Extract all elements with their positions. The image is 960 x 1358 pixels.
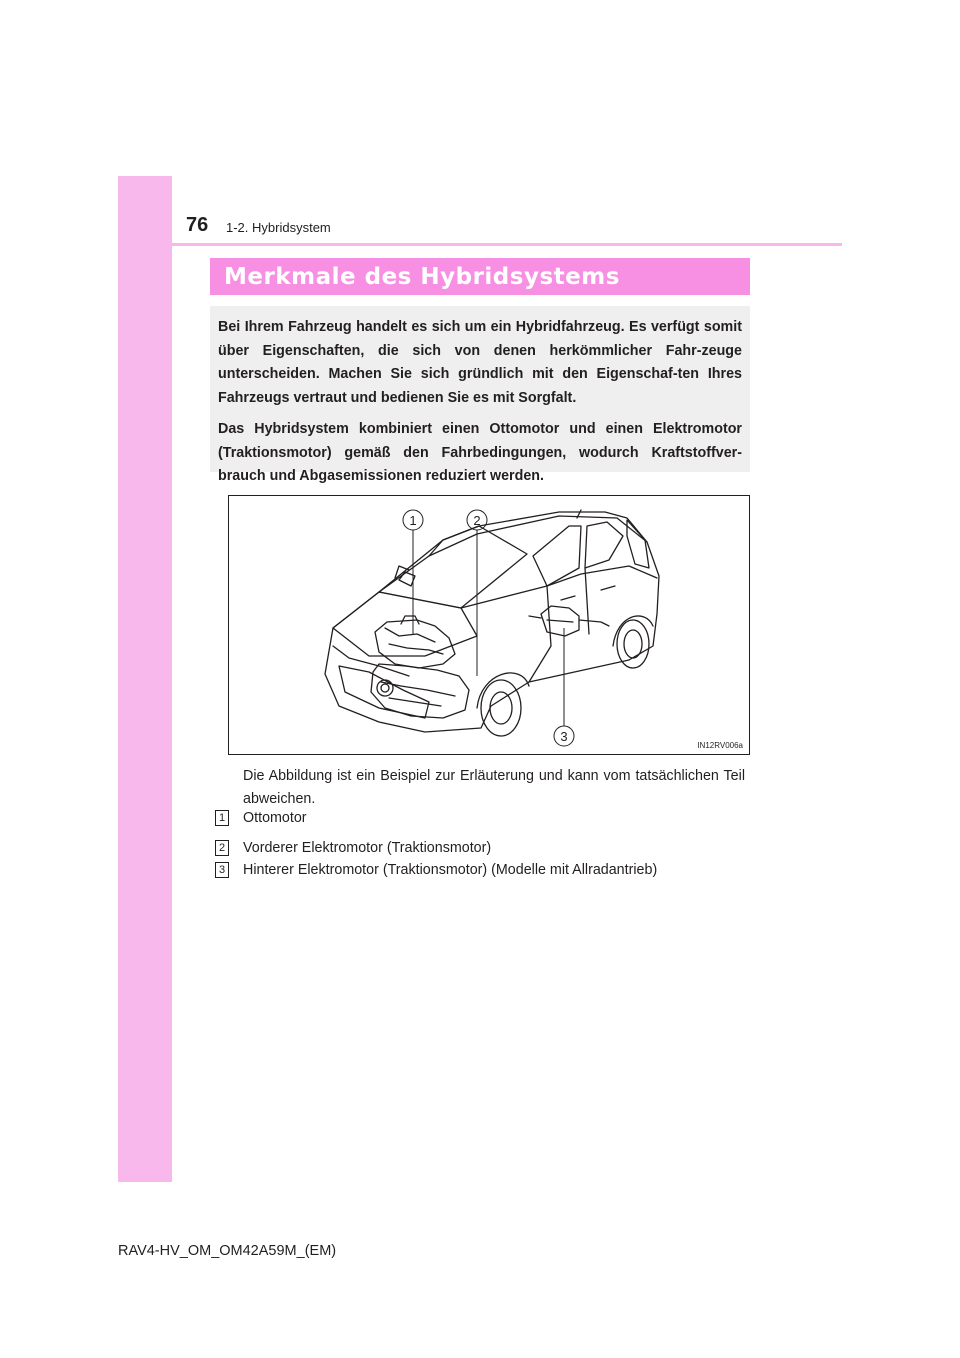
page-number: 76 [186,214,209,236]
rear-wheel [617,620,649,668]
engine-assembly [375,620,455,668]
section-reference: 1-2. Hybridsystem [226,220,331,235]
legend-text-1: Ottomotor [243,810,307,826]
document-code-footer: RAV4-HV_OM_OM42A59M_(EM) [118,1243,337,1259]
figure-caption: Die Abbildung ist ein Beispiel zur Erläuterung und kann vom tatsächlichen Teil abweichen. [243,768,745,807]
figure-code: IN12RV006a [697,741,743,750]
callout-label-3: 3 [560,729,568,744]
car-roof [429,512,647,556]
hood [333,592,477,656]
section-title: Merkmale des Hybridsystems [224,263,620,290]
legend-text-2: Vorderer Elektromotor (Traktionsmotor) [243,840,492,856]
legend-number-2: 2 [215,840,229,856]
callout-label-2: 2 [473,513,481,528]
legend-item-3 [215,860,657,880]
front-wheel [481,680,521,736]
hybrid-system-illustration [228,495,750,755]
side-tab-band [118,176,172,1182]
legend-item-1 [215,808,307,828]
rear-window [627,520,649,568]
legend-number-1: 1 [215,810,229,826]
section-title-bar [210,258,750,295]
intro-paragraph-1: Bei Ihrem Fahrzeug handelt es sich um ein Hybridfahrzeug. Es verfügt somit über Eigenschaften, die sich von denen herkömmlicher Fahr-zeuge unterscheiden. Machen Sie sich gründlich mit den Eigenschaf-ten Ihres Fahrzeugs vertraut und bedienen Sie es mit Sorgfalt. [218,319,742,406]
header-divider [118,243,842,246]
vehicle-drawing [229,496,749,754]
intro-box [210,306,750,484]
legend-number-3: 3 [215,862,229,878]
callout-label-1: 1 [409,513,417,528]
side-window-rear [585,522,623,568]
intro-paragraph-2: Das Hybridsystem kombiniert einen Ottomotor und einen Elektromotor (Traktionsmotor) gemäß den Fahrbedingungen, wodurch Kraftstoffver-brauch und Abgasemissionen reduziert werden. [218,421,742,484]
legend-item-2 [215,838,491,858]
legend-text-3: Hinterer Elektromotor (Traktionsmotor) (Modelle mit Allradantrieb) [243,862,658,878]
